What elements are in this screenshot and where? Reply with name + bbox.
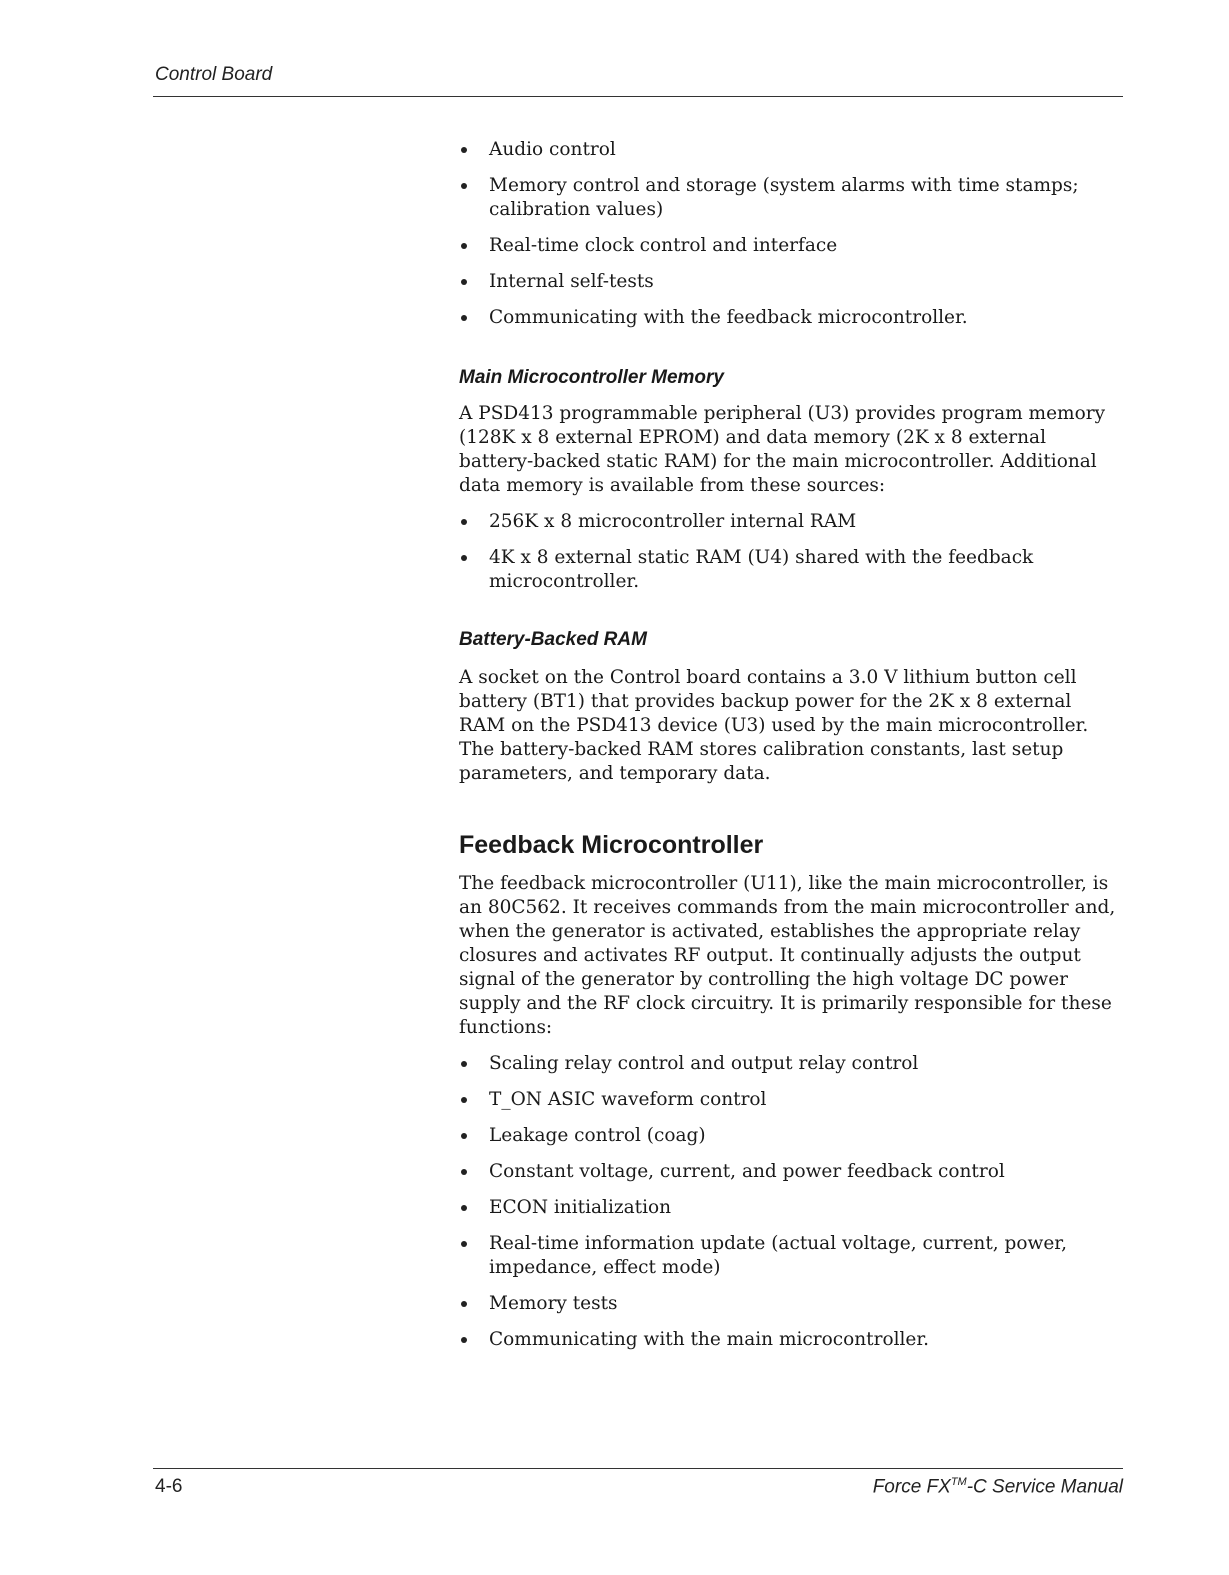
list-item: Real-time clock control and interface bbox=[459, 234, 1123, 258]
battery-ram-paragraph: A socket on the Control board contains a 3.0 V lithium button cell battery (BT1) that provides backup power for the 2K x 8 external RAM on the PSD413 device (U3) used by the main microcontroller. The battery-backed RAM stores calibration constants, last setup parameters, and temporary data. bbox=[459, 667, 1089, 784]
list-item: Leakage control (coag) bbox=[459, 1124, 1123, 1148]
list-item: Real-time information update (actual voltage, current, power, impedance, effect mode) bbox=[459, 1232, 1123, 1280]
page-number: 4-6 bbox=[155, 1476, 183, 1497]
list-item: 256K x 8 microcontroller internal RAM bbox=[459, 510, 1123, 534]
list-item: Communicating with the main microcontroller. bbox=[459, 1328, 1123, 1352]
list-item: 4K x 8 external static RAM (U4) shared with the feedback microcontroller. bbox=[459, 546, 1123, 594]
feedback-section bbox=[459, 830, 1123, 1364]
list-item: Memory control and storage (system alarms with time stamps; calibration values) bbox=[459, 174, 1123, 222]
feedback-heading: Feedback Microcontroller bbox=[459, 831, 764, 859]
page-header-title: Control Board bbox=[155, 64, 273, 85]
footer-rule bbox=[153, 1468, 1123, 1469]
battery-ram-section bbox=[459, 628, 1123, 786]
list-item: Internal self-tests bbox=[459, 270, 1123, 294]
list-item: Scaling relay control and output relay control bbox=[459, 1052, 1123, 1076]
battery-ram-heading: Battery-Backed RAM bbox=[459, 629, 647, 650]
trademark-mark: TM bbox=[950, 1476, 967, 1488]
main-memory-section bbox=[459, 366, 1123, 606]
feedback-paragraph: The feedback microcontroller (U11), like the main microcontroller, is an 80C562. It receives commands from the main microcontroller and, when the generator is activated, establishes the appropriate relay closures and activates RF output. It continually adjusts the output signal of the generator by controlling the high voltage DC power supply and the RF clock circuitry. It is primarily responsible for these functions: bbox=[459, 873, 1116, 1038]
list-item: Communicating with the feedback microcontroller. bbox=[459, 306, 1123, 330]
main-memory-heading: Main Microcontroller Memory bbox=[459, 367, 724, 388]
header-rule bbox=[153, 96, 1123, 97]
intro-bullet-list bbox=[459, 138, 1123, 342]
list-item: ECON initialization bbox=[459, 1196, 1123, 1220]
manual-title bbox=[873, 1476, 1123, 1498]
list-item: Memory tests bbox=[459, 1292, 1123, 1316]
list-item: T_ON ASIC waveform control bbox=[459, 1088, 1123, 1112]
main-memory-paragraph: A PSD413 programmable peripheral (U3) provides program memory (128K x 8 external EPROM) and data memory (2K x 8 external battery-backed static RAM) for the main microcontroller. Additional data memory is available from these sources: bbox=[459, 403, 1106, 496]
manual-title-suffix: -C Service Manual bbox=[966, 1476, 1123, 1498]
list-item: Audio control bbox=[459, 138, 1123, 162]
list-item: Constant voltage, current, and power feedback control bbox=[459, 1160, 1123, 1184]
manual-title-prefix: Force FX bbox=[872, 1476, 951, 1498]
